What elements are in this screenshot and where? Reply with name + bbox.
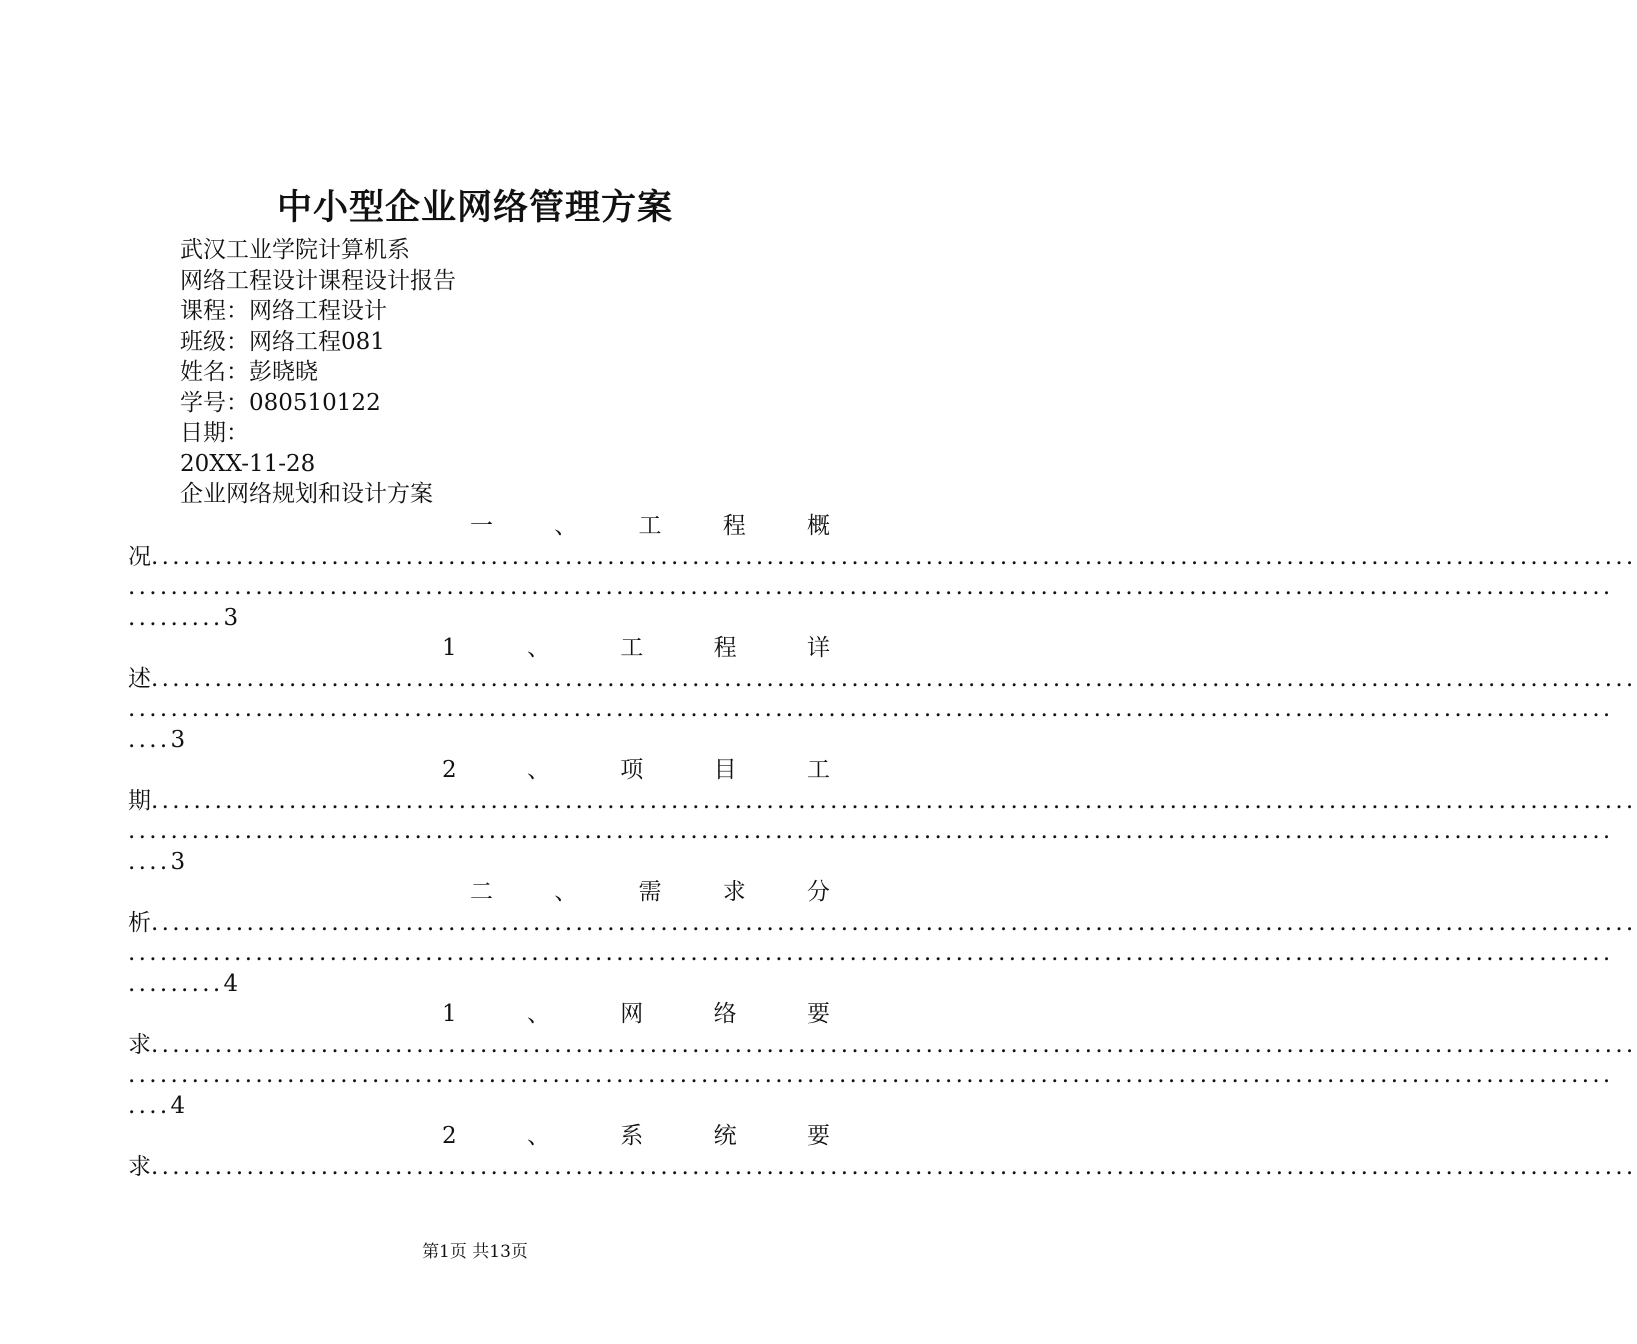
toc-heading-row [128, 755, 830, 786]
toc-heading-last-char: 求 [128, 1031, 151, 1058]
name-line: 姓名：彭晓晓 [180, 359, 318, 385]
toc-leader-row [128, 816, 1614, 847]
toc-dot-leader: ............................................................................................................................................ [128, 1062, 1614, 1088]
toc-heading-char: 详 [806, 635, 830, 661]
toc-heading-char: 络 [713, 1001, 737, 1027]
page-footer: 第1页 共13页 [422, 1242, 528, 1262]
toc-dot-leader: ............................................................................................................................................ [151, 665, 1637, 692]
toc-heading-last-char: 况 [128, 543, 151, 570]
toc-dot-leader: ............................................................................................................................................ [151, 787, 1637, 814]
toc-heading-last-char: 述 [128, 665, 151, 692]
toc-dot-leader: ......... [128, 970, 224, 997]
toc-leader-row [128, 542, 1637, 573]
class-line: 班级：网络工程081 [180, 328, 385, 355]
report-type-line: 网络工程设计课程设计报告 [180, 267, 456, 294]
toc-page-row [128, 725, 830, 756]
toc-heading-char: 、 [554, 879, 578, 905]
toc-heading-char: 要 [806, 1001, 830, 1027]
toc-dot-leader: ......... [128, 604, 224, 631]
toc-heading-char: 要 [806, 1123, 830, 1149]
toc-heading-char: 工 [620, 635, 644, 661]
toc-entry[interactable] [128, 999, 1637, 1121]
toc-heading-char: 工 [638, 513, 662, 539]
toc-leader-row [128, 694, 1614, 725]
toc-dot-leader: ............................................................................................................................................ [128, 696, 1614, 722]
toc-page-number: 3 [170, 726, 186, 753]
toc-leader-row [128, 786, 1637, 817]
toc-heading-row [128, 999, 830, 1030]
toc-dot-leader: .... [128, 726, 171, 753]
toc-heading-char: 、 [526, 1001, 550, 1027]
toc-heading-last-char: 析 [128, 909, 151, 936]
toc-heading-char: 2 [442, 757, 457, 783]
toc-page-number: 4 [170, 1092, 186, 1119]
toc-entry[interactable] [128, 511, 1637, 633]
toc-entry[interactable] [128, 877, 1637, 999]
toc-heading-char: 二 [470, 879, 493, 905]
table-of-contents [128, 511, 1637, 1182]
plan-title-line: 企业网络规划和设计方案 [180, 481, 433, 507]
toc-heading-char: 2 [442, 1123, 457, 1149]
toc-page-number: 3 [223, 604, 239, 631]
toc-heading-char: 目 [713, 757, 737, 783]
course-line: 课程：网络工程设计 [180, 298, 387, 324]
toc-leader-row [128, 664, 1637, 695]
toc-dot-leader: .... [128, 1092, 171, 1119]
toc-leader-row [128, 1060, 1614, 1091]
toc-dot-leader: .... [128, 848, 171, 875]
toc-heading-char: 、 [554, 513, 578, 539]
toc-entry[interactable] [128, 1121, 1637, 1182]
student-id-line: 学号：080510122 [180, 389, 381, 416]
toc-heading-char: 系 [620, 1123, 644, 1149]
toc-heading-char: 程 [722, 513, 746, 539]
date-value-line: 20XX-11-28 [180, 450, 316, 477]
toc-heading-row [128, 511, 830, 542]
toc-heading-row [128, 877, 830, 908]
toc-heading-char: 项 [620, 757, 644, 783]
toc-dot-leader: ............................................................................................................................................ [151, 1031, 1637, 1058]
toc-heading-row [128, 1121, 830, 1152]
toc-page-number: 3 [170, 848, 186, 875]
toc-heading-char: 、 [526, 757, 550, 783]
info-block [180, 235, 830, 510]
toc-page-number: 4 [223, 970, 239, 997]
toc-heading-char: 1 [442, 1001, 457, 1027]
toc-heading-last-char: 期 [128, 787, 151, 814]
toc-dot-leader: ............................................................................................................................................ [128, 818, 1614, 844]
toc-heading-char: 分 [807, 879, 830, 905]
toc-leader-row [128, 572, 1614, 603]
toc-heading-char: 、 [526, 1123, 550, 1149]
page-title: 中小型企业网络管理方案 [276, 187, 673, 228]
toc-dot-leader: ............................................................................................................................................ [128, 574, 1614, 600]
department-line: 武汉工业学院计算机系 [180, 237, 410, 263]
toc-heading-char: 求 [722, 879, 746, 905]
toc-leader-row [128, 1152, 1637, 1183]
toc-dot-leader: ............................................................................................................................................ [151, 1153, 1637, 1180]
toc-heading-char: 统 [713, 1123, 737, 1149]
toc-heading-char: 1 [442, 635, 457, 661]
toc-heading-char: 工 [806, 757, 830, 783]
toc-entry[interactable] [128, 633, 1637, 755]
toc-leader-row [128, 938, 1614, 969]
toc-heading-char: 概 [807, 513, 830, 539]
toc-dot-leader: ............................................................................................................................................ [128, 940, 1614, 966]
toc-page-row [128, 969, 830, 1000]
toc-heading-last-char: 求 [128, 1153, 151, 1180]
toc-heading-char: 程 [713, 635, 737, 661]
toc-heading-char: 需 [638, 879, 662, 905]
toc-heading-row [128, 633, 830, 664]
toc-heading-char: 一 [470, 513, 493, 539]
toc-leader-row [128, 908, 1637, 939]
toc-entry[interactable] [128, 755, 1637, 877]
toc-dot-leader: ............................................................................................................................................ [151, 543, 1637, 570]
toc-heading-char: 、 [526, 635, 550, 661]
toc-leader-row [128, 1030, 1637, 1061]
toc-heading-char: 网 [620, 1001, 644, 1027]
toc-page-row [128, 603, 830, 634]
date-label-line: 日期： [180, 420, 249, 446]
toc-page-row [128, 1091, 830, 1122]
toc-page-row [128, 847, 830, 878]
toc-dot-leader: ............................................................................................................................................ [151, 909, 1637, 936]
